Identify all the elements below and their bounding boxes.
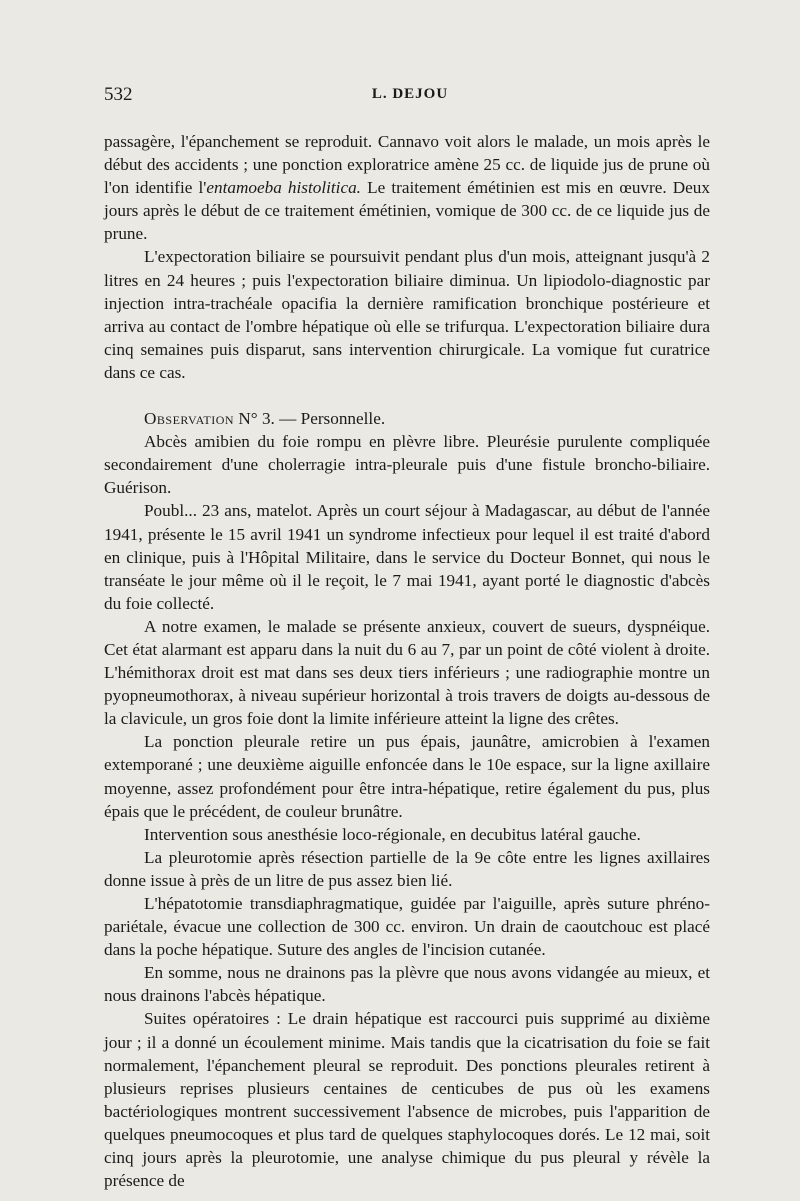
paragraph-postop: Suites opératoires : Le drain hépatique est raccourci puis supprimé au dixième jour ; il a donné un écoulement minime. Mais tandis que la cicatrisation du foie se fait normalement, l'épanchement pleural se reproduit. Des ponctions pleurales retirent à plusieurs reprises plusieurs centaines de centicubes de pus où les examens bactériologiques montrent successivement l'absence de microbes, puis l'apparition de quelques pneumocoques et plus tard de quelques staphylocoques dorés. Le 12 mai, soit cinq jours après la pleurotomie, une analyse chimique du pus pleural y révèle la présence de	[104, 1009, 710, 1191]
page-header	[104, 84, 716, 110]
body-text	[104, 130, 710, 1192]
paragraph-hepatotomy: L'hépatotomie transdiaphragmatique, guidée par l'aiguille, après suture phréno-pariétale, évacue une collection de 300 cc. environ. Un drain de caoutchouc est placé dans la poche hépatique. Suture des angles de l'incision cutanée.	[104, 894, 710, 960]
paragraph-exam: A notre examen, le malade se présente anxieux, couvert de sueurs, dyspnéique. Cet état alarmant est apparu dans la nuit du 6 au 7, par un point de côté violent à droite. L'hémithorax droit est mat dans ses deux tiers inférieurs ; une radiographie montre un pyopneumothorax, à niveau supérieur horizontal à trois travers de doigts au-dessous de la clavicule, un gros foie dont la limite inférieure atteint la ligne des crêtes.	[104, 616, 710, 729]
page-number: 532	[104, 84, 133, 105]
paragraph-summary: Abcès amibien du foie rompu en plèvre libre. Pleurésie purulente compliquée secondairement d'une cholerragie intra-pleurale puis d'une fistule broncho-biliaire. Guérison.	[104, 432, 710, 498]
paragraph-2: L'expectoration biliaire se poursuivit pendant plus d'un mois, atteignant jusqu'à 2 litres en 24 heures ; puis l'expectoration biliaire diminua. Un lipiodolo-diagnostic par injection intra-trachéale opacifia la dernière ramification bronchique postérieure et arriva au contact de l'ombre hépatique où elle se trifurqua. L'expectoration biliaire dura cinq semaines puis disparut, sans intervention chirurgicale. La vomique fut curatrice dans ce cas.	[104, 247, 710, 382]
paragraph-summary-drainage: En somme, nous ne drainons pas la plèvre que nous avons vidangée au mieux, et nous drainons l'abcès hépatique.	[104, 963, 710, 1006]
paragraph-intervention: Intervention sous anesthésie loco-régionale, en decubitus latéral gauche.	[144, 824, 641, 844]
running-title: L. DEJOU	[371, 86, 449, 102]
observation-heading: Observation N° 3. — Personnelle.	[144, 409, 386, 429]
paragraph-pleurotomy: La pleurotomie après résection partielle de la 9e côte entre les lignes axillaires donne issue à près de un litre de pus assez bien lié.	[104, 847, 710, 890]
species-name: entamoeba histolitica.	[206, 178, 361, 198]
paragraph-history: Poubl... 23 ans, matelot. Après un court séjour à Madagascar, au début de l'année 1941, présente le 15 avril 1941 un syndrome infectieux pour lequel il est traité d'abord en clinique, puis à l'Hôpital Militaire, dans le service du Docteur Bonnet, qui nous le transéate le jour même où il le reçoit, le 7 mai 1941, ayant porté le diagnostic d'abcès du foie collecté.	[104, 501, 710, 613]
paragraph-1: passagère, l'épanchement se reproduit. Cannavo voit alors le malade, un mois après le début des accidents ; une ponction exploratrice amène 25 cc. de liquide jus de prune où l'on identifie l'entamoeba histolitica. Le traitement émétinien est mis en œuvre. Deux jours après le début de ce traitement émétinien, vomique de 300 cc. de ce liquide jus de prune.	[104, 132, 710, 244]
paragraph-puncture: La ponction pleurale retire un pus épais, jaunâtre, amicrobien à l'examen extemporané ; une deuxième aiguille enfoncée dans le 10e espace, sur la ligne axillaire moyenne, assez profondément pour être intra-hépatique, retire également du pus, plus épais que le précédent, de couleur brunâtre.	[104, 732, 710, 821]
